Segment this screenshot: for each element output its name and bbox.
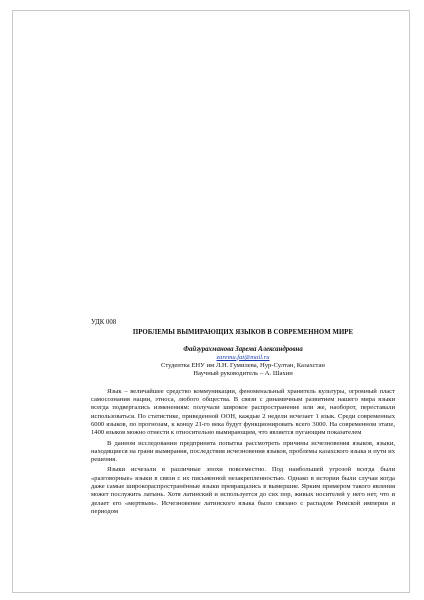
udk-code: УДК 008	[91, 319, 117, 326]
author-name: Файзурахманова Зарема Александровна	[183, 345, 303, 353]
author-email-link[interactable]: zaremu.fat@mail.ru	[216, 353, 270, 361]
scientific-supervisor: Научный руководитель – А. Шахин	[193, 370, 293, 378]
body-paragraph: В данном исследовании предпринята попытка рассмотреть причины исчезновения языков, языки, находящиеся на грани вымирания, последствия исчезновения языков, проблемы казахского языка и пути их решения.	[91, 439, 395, 464]
article-content	[91, 319, 395, 518]
body-paragraph: Язык – величайшее средство коммуникации, феноменальный хранитель культуры, огромный пласт самосознания нации, этноса, любого общества. В связи с динамичным развитием нашего мира языки всегда подвергались изменениям: получали широкое распространение или же, наоборот, переставали использоваться. По статистике, приведенной ООН, каждые 2 недели исчезает 1 язык. Среди современных 6000 языков, по прогнозам, к концу 21-го века будут функционировать всего 3000. На современном этапе, 1400 языков можно отнести к относительно вымирающим, что является пугающим показателем	[91, 387, 395, 437]
author-affiliation: Студентка ЕНУ им Л.Н. Гумилева, Нур-Султан, Казахстан	[161, 362, 325, 370]
document-page	[12, 10, 410, 593]
body-paragraph: Языки исчезали в различные эпохи повсеместно. Под наибольшей угрозой всегда были «разговорные» языки в связи с их письменной незакрепленностью. Однако в истории были случаи когда даже самые широкораспространённые языки превращались в вымершие. Ярким примером такого явления может послужить латынь. Хотя латинский и используется до сих пор, живых носителей у него нет, что и делает его «мертвым». Исчезновение латинского языка было связано с распадом Римской империи и периодом	[91, 466, 395, 515]
article-title: ПРОБЛЕМЫ ВЫМИРАЮЩИХ ЯЗЫКОВ В СОВРЕМЕННОМ МИРЕ	[132, 329, 354, 337]
